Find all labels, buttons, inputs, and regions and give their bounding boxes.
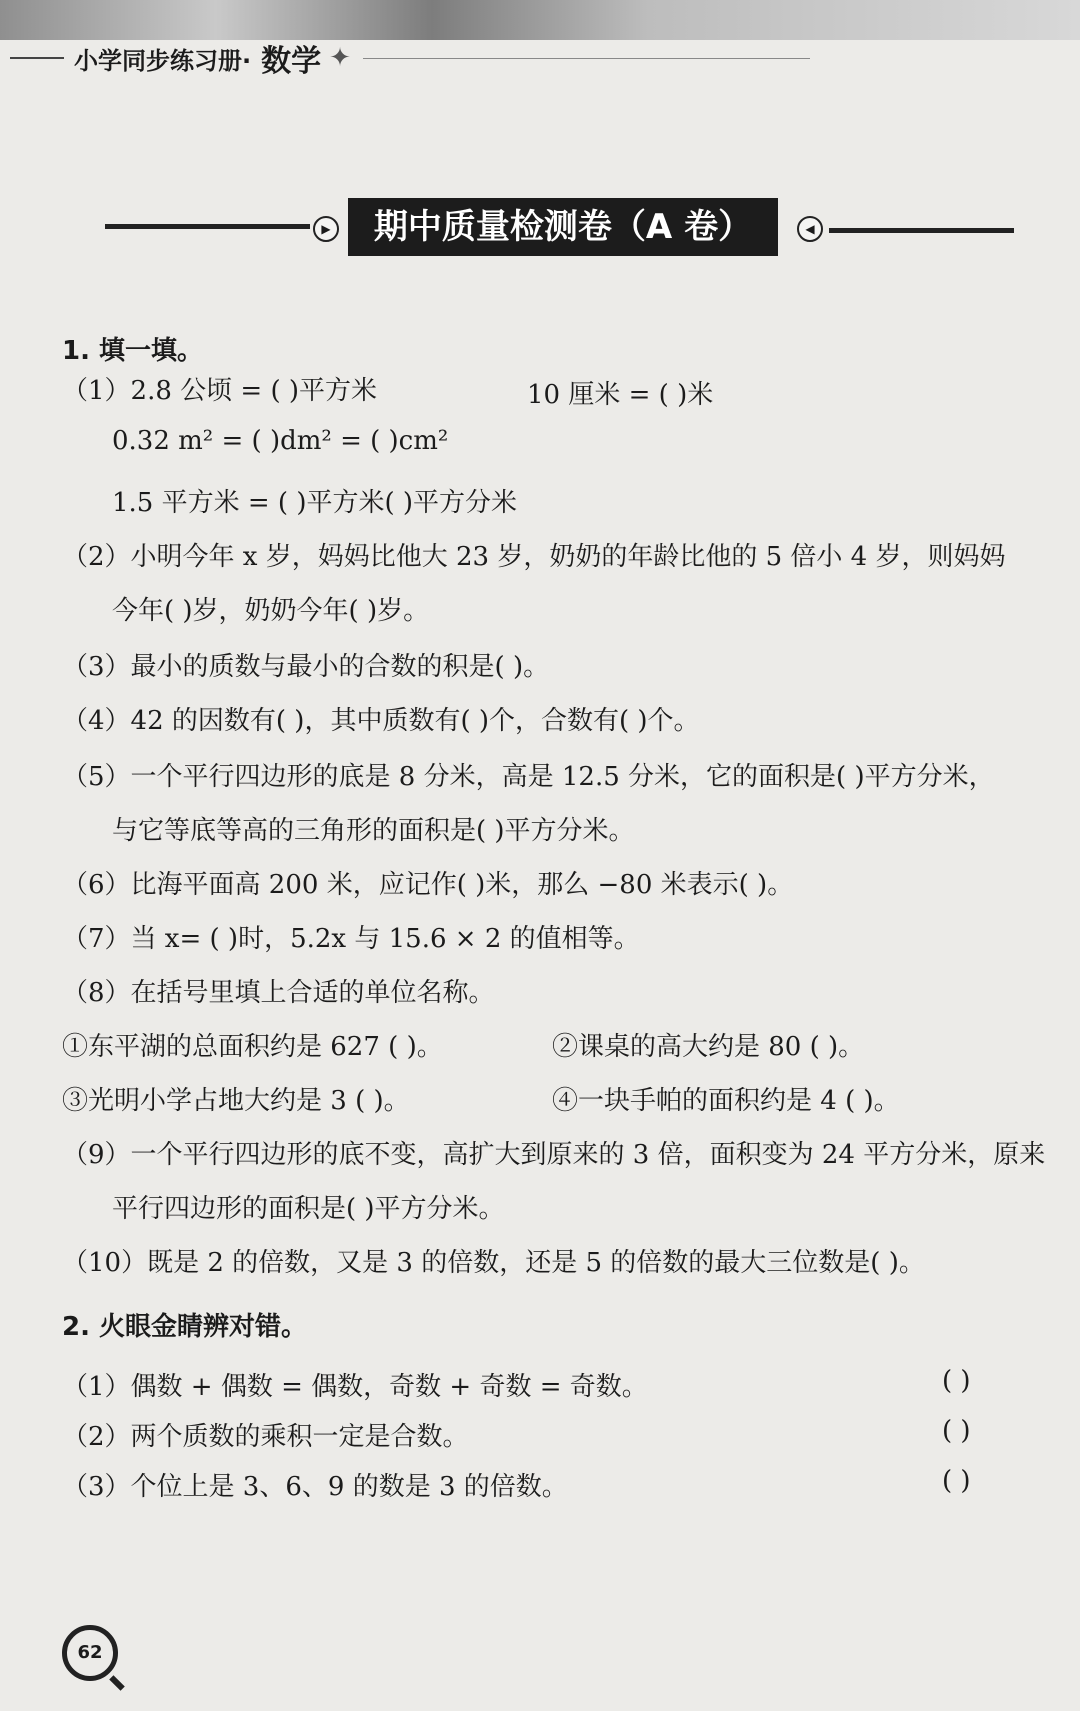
question-1-1-a: （1）2.8 公顷 = ( )平方米 bbox=[62, 376, 378, 406]
judge-item-2: （2）两个质数的乘积一定是合数。 bbox=[62, 1422, 469, 1452]
question-1-1-b: 10 厘米 = ( )米 bbox=[527, 380, 714, 410]
question-1-5-line1: （5）一个平行四边形的底是 8 分米，高是 12.5 分米，它的面积是( )平方分米， bbox=[62, 762, 995, 792]
play-right-icon: ▶ bbox=[313, 216, 339, 242]
play-left-icon: ◀ bbox=[797, 216, 823, 242]
judge-answer-2: ( ) bbox=[942, 1416, 971, 1446]
judge-item-3: （3）个位上是 3、6、9 的数是 3 的倍数。 bbox=[62, 1472, 568, 1502]
question-1-8-c: ③光明小学占地大约是 3 ( )。 bbox=[62, 1086, 410, 1116]
section-1-heading: 1. 填一填。 bbox=[62, 336, 204, 366]
book-header bbox=[10, 38, 810, 78]
question-1-7: （7）当 x= ( )时，5.2x 与 15.6 × 2 的值相等。 bbox=[62, 924, 640, 954]
question-1-2-line2: 今年( )岁，奶奶今年( )岁。 bbox=[112, 596, 430, 626]
page-title: 期中质量检测卷（A 卷） bbox=[348, 198, 778, 256]
question-1-9-line1: （9）一个平行四边形的底不变，高扩大到原来的 3 倍，面积变为 24 平方分米，原来 bbox=[62, 1140, 1046, 1170]
question-1-10: （10）既是 2 的倍数，又是 3 的倍数，还是 5 的倍数的最大三位数是( )。 bbox=[62, 1248, 925, 1278]
question-1-1-d: 1.5 平方米 = ( )平方米( )平方分米 bbox=[112, 488, 518, 518]
title-rule-left bbox=[105, 224, 310, 229]
section-2-heading: 2. 火眼金睛辨对错。 bbox=[62, 1312, 308, 1342]
question-1-1-c: 0.32 m² = ( )dm² = ( )cm² bbox=[112, 426, 449, 456]
star-icon: ✦ bbox=[329, 43, 351, 73]
judge-answer-3: ( ) bbox=[942, 1466, 971, 1496]
page-number-badge: 62 bbox=[62, 1625, 118, 1681]
question-1-8-d: ④一块手帕的面积约是 4 ( )。 bbox=[552, 1086, 900, 1116]
title-rule-right bbox=[829, 228, 1014, 233]
judge-item-1: （1）偶数 + 偶数 = 偶数，奇数 + 奇数 = 奇数。 bbox=[62, 1372, 648, 1402]
header-subject: 数学 bbox=[261, 44, 322, 79]
question-1-8-b: ②课桌的高大约是 80 ( )。 bbox=[552, 1032, 865, 1062]
question-1-4: （4）42 的因数有( )，其中质数有( )个，合数有( )个。 bbox=[62, 706, 700, 736]
question-1-2-line1: （2）小明今年 x 岁，妈妈比他大 23 岁，奶奶的年龄比他的 5 倍小 4 岁，则妈妈 bbox=[62, 542, 1006, 572]
judge-answer-1: ( ) bbox=[942, 1366, 971, 1396]
question-1-6: （6）比海平面高 200 米，应记作( )米，那么 −80 米表示( )。 bbox=[62, 870, 794, 900]
question-1-5-line2: 与它等底等高的三角形的面积是( )平方分米。 bbox=[112, 816, 635, 846]
header-rule-left bbox=[10, 57, 64, 59]
header-series: 小学同步练习册· bbox=[74, 46, 252, 75]
question-1-8: （8）在括号里填上合适的单位名称。 bbox=[62, 978, 495, 1008]
question-1-3: （3）最小的质数与最小的合数的积是( )。 bbox=[62, 652, 550, 682]
title-banner bbox=[105, 198, 1015, 268]
question-1-8-a: ①东平湖的总面积约是 627 ( )。 bbox=[62, 1032, 443, 1062]
header-rule-right bbox=[363, 58, 810, 59]
question-1-9-line2: 平行四边形的面积是( )平方分米。 bbox=[112, 1194, 505, 1224]
top-photo-strip bbox=[0, 0, 1080, 40]
